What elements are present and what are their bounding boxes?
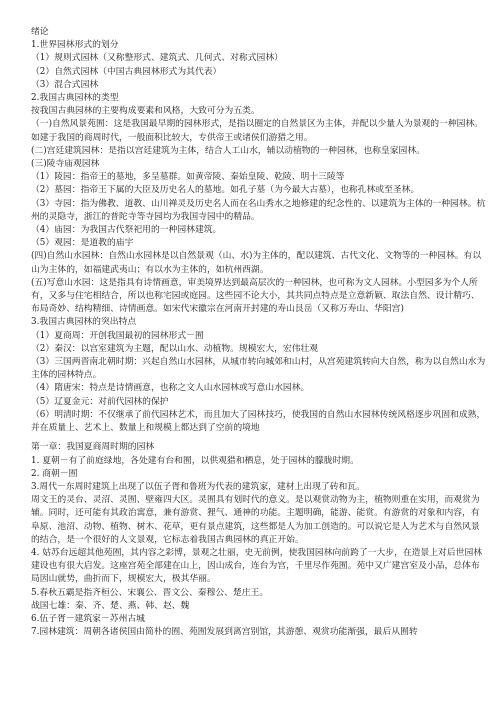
list-item: 1. 夏朝－有了前庭绿地，各处建有台和囿，以供观猎和栖息，处于园林的朦胧时期。 [31, 455, 359, 466]
list-item: 4. 姑苏台远超其他苑囿，其内容之彩博，景观之壮丽，史无前例，使我国园林向前跨了一大步，在造景上对后世园林建设也有很大启发。这座宫苑全部建在山上，因山成台，连台为宫，千里尽作苑囿。苑中又广建宫室及小品，总体布局因山就势，曲折而下，规模宏大，极其华丽。 [31, 547, 483, 585]
list-item: 3.周代－东周时建筑上出现了以伍子胥和鲁班为代表的建筑家，建材上出现了砖和瓦。 [31, 481, 365, 492]
list-item: （4）隋唐宋：特点是诗情画意，也称之文人山水园林或写意山水园林。 [31, 383, 310, 394]
section-heading: 3.我国古典园林的突出特点 [31, 317, 137, 328]
paragraph: (四)自然山水园林：自然山水园林是以自然景观（山、水)为主体的，配以建筑、古代文化、文物等的一种园林。有以山为主体的，如福建武夷山；有以水为主体的，如杭州西湖。 [31, 251, 482, 275]
list-item: （2）自然式园林（中国古典园林形式为其代表） [31, 66, 222, 77]
list-item: （3）寺园：指为佛教、道教、山川禅灵及历史名人而在名山秀水之地修建的纪念性的、以建筑为主体的一种园林。杭州的灵隐寺，浙江的普陀寺等寺园均为我国寺园中的精品。 [31, 198, 486, 222]
list-item: （4）庙园：为我国古代祭祀用的一种园林建筑。 [31, 225, 222, 236]
list-item: 7.园林建筑：周朝各诸侯国由简朴的囿、苑囿发展到离宫别馆，其游憩、观赏功能渐强，最后从囿转 [31, 627, 418, 638]
heading-introduction: 绪论 [31, 27, 49, 37]
list-item: （2）秦汉：以宫室建筑为主题，配以山水、动植物。规模宏大，宏伟壮观 [31, 343, 319, 354]
list-item: （3）三国两晋南北朝时期：兴起自然山水园林，从城市转向城郊和山村，从宫苑建筑转向大自然，称为以自然山水为主体的园林特点。 [31, 357, 486, 381]
list-item: 2. 商朝－囿 [31, 468, 78, 479]
subsection-heading: (三)陵寺庙观园林 [31, 159, 100, 170]
list-item: 5.春秋五霸是指齐桓公、宋襄公、晋文公、秦穆公、楚庄王。 [31, 587, 269, 598]
section-heading: 2.我国古典园林的类型 [31, 93, 119, 104]
paragraph: 周文王的灵台、灵沼、灵囿、壁雍四大区。灵囿具有划时代的意义。是以观赏动物为主，植物则重在实用，而观赏为辅。同时，还可能有其政治寓意，兼有游赏、狸气、通神的功能。主题明确，能游、能赏。有游赏的对象和内容，有阜原、池沼、动物、植物、树木、花草，更有景点建筑，这些都是人为加工创造的。可以说它是人为艺术与自然风景的结合，是一个很好的人文景观，它标志着我国古典园林的真正开始。 [31, 495, 480, 545]
list-item: 战国七雄：秦、齐、楚、燕、韩、赵、魏 [31, 600, 190, 611]
list-item: 6.伍子胥－建筑家－苏州古城 [31, 613, 145, 624]
section-heading: 1.世界园林形式的划分 [31, 40, 119, 51]
paragraph: 按我国古典园林的主要构成要素和风格，大致可分为五类。 [31, 106, 260, 117]
list-item: （5）辽夏金元：对前代园林的保护 [31, 396, 169, 407]
list-item: （6）明清时期：不仅继承了前代园林艺术，而且加大了园林技巧，使我国的自然山水园林传统风格逐步巩固和成熟，并在质量上、艺术上、数量上和规模上都达到了空前的境地 [31, 409, 486, 434]
list-item: （1）陵园：指帝王的墓地，多呈墓群。如黄帝陵、秦始皇陵、乾陵、明十三陵等 [31, 172, 345, 183]
paragraph: (二)宫廷建筑园林：是指以宫廷建筑为主体，结合人工山水，辅以动植物的一种园林，也称皇家园林。 [31, 145, 425, 156]
chapter-heading: 第一章：我国夏商周时期的园林 [31, 442, 155, 453]
list-item: （5）观园：是道教的庙宇 [31, 238, 134, 249]
paragraph: （一)自然风景苑囿：这是我国最早期的园林形式，是指以圈定的自然景区为主体，并配以少量人为景观的一种园林。如建于我国的商周时代，一般面积比较大，专供帝王或诸侯们游猎之用。 [31, 119, 484, 143]
list-item: （3）混合式园林 [31, 79, 99, 90]
paragraph: (五)写意山水园：这是指具有诗情画意，审美境界达到最高层次的一种园林，也可称为文人园林。小型园多为个人所有，又多与住宅相结合，所以也称宅园或庭园。这些园不论大小，其共同点特点是立意新颖、取法自然、设计精巧、布局奇妙、结构精细、诗情画意。如宋代宋徽宗在河南开封建的寿山艮岳（又称万寿山、华阳宫) [31, 277, 480, 315]
list-item: （1）规则式园林（又称整形式、建筑式、几何式、对称式园林） [31, 53, 283, 64]
list-item: （1）夏商周：开创我国最初的园林形式－囿 [31, 330, 204, 341]
list-item: （2）墓园：指帝王下属的大臣及历史名人的墓地。如孔子墓（为今最大古墓），也称孔林或至圣林。 [31, 185, 420, 196]
